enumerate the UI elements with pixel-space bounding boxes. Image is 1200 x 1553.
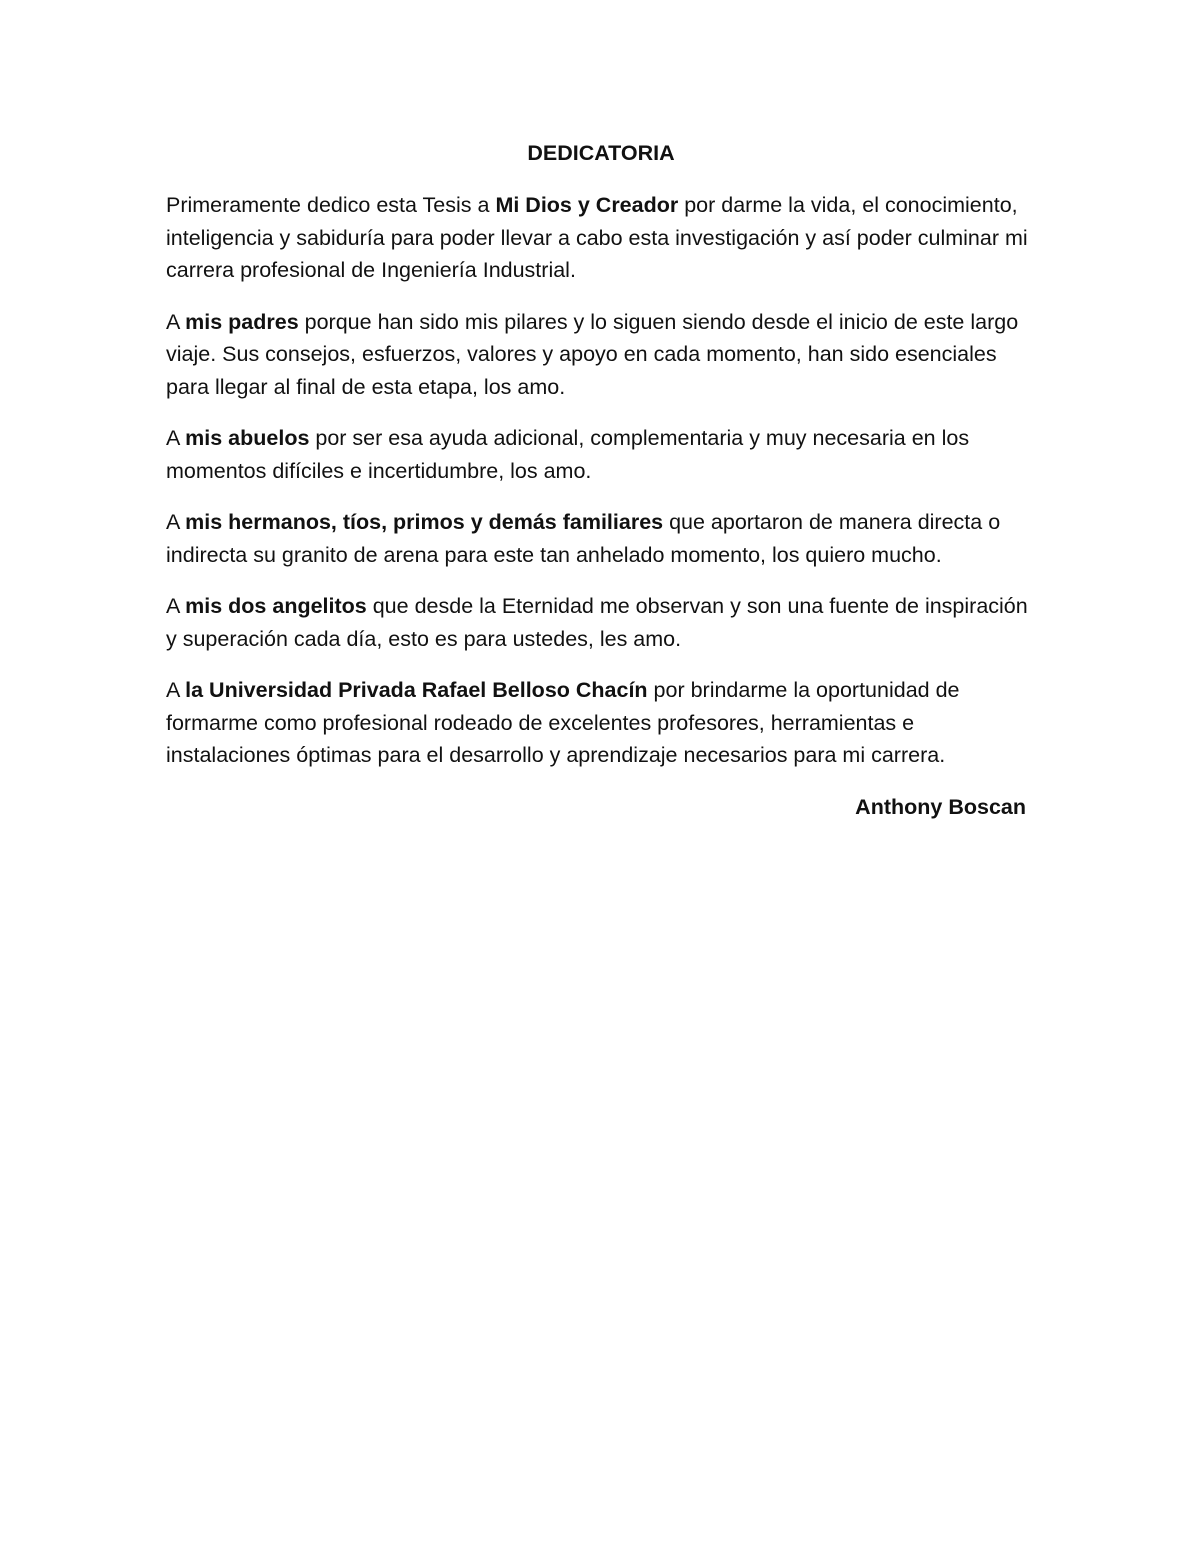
paragraph-text: por brindarme la oportunidad de formarme como profesional rodeado de excelentes profesores, herramientas e instalaciones óptimas para el desarrollo y aprendizaje necesarios para mi carrera. [166, 678, 960, 767]
paragraph-abuelos [166, 422, 1036, 487]
signature: Anthony Boscan [855, 794, 1026, 819]
paragraph-text: por ser esa ayuda adicional, complementaria y muy necesaria en los momentos difíciles e incertidumbre, los amo. [166, 426, 970, 483]
document-body [166, 137, 1036, 823]
paragraph-emphasis: Mi Dios y Creador [495, 193, 679, 217]
paragraph-text: A [166, 510, 186, 534]
paragraph-text: porque han sido mis pilares y lo siguen siendo desde el inicio de este largo viaje. Sus consejos, esfuerzos, valores y apoyo en cada momento, han sido esenciales para llegar al final de esta etapa, los amo. [166, 309, 1019, 399]
paragraph-text: que aportaron de manera directa o indirecta su granito de arena para este tan anhelado momento, los quiero mucho. [166, 510, 1001, 567]
paragraph-text: A [166, 678, 186, 702]
paragraph-text: que desde la Eternidad me observan y son una fuente de inspiración y superación cada día, esto es para ustedes, les amo. [166, 594, 1028, 651]
paragraph-text: Primeramente dedico esta Tesis a [166, 193, 496, 217]
page-title: DEDICATORIA [527, 141, 675, 165]
paragraph-emphasis: mis abuelos [185, 426, 310, 450]
paragraph-text: A [166, 426, 186, 450]
paragraph-text: A [166, 594, 186, 618]
paragraph-emphasis: mis dos angelitos [185, 594, 367, 618]
paragraph-text: por darme la vida, el conocimiento, inteligencia y sabiduría para poder llevar a cabo esta investigación y así poder culminar mi carrera profesional de Ingeniería Industrial. [166, 193, 1028, 282]
paragraph-padres [166, 306, 1036, 404]
paragraph-familiares [166, 506, 1036, 571]
paragraph-universidad [166, 674, 1036, 772]
paragraph-dios [166, 189, 1036, 287]
paragraph-emphasis: mis padres [185, 309, 299, 334]
paragraph-text: A [166, 309, 186, 334]
paragraph-emphasis: mis hermanos, tíos, primos y demás familiares [185, 510, 664, 534]
paragraph-angelitos [166, 590, 1036, 655]
paragraph-emphasis: la Universidad Privada Rafael Belloso Chacín [185, 678, 648, 702]
